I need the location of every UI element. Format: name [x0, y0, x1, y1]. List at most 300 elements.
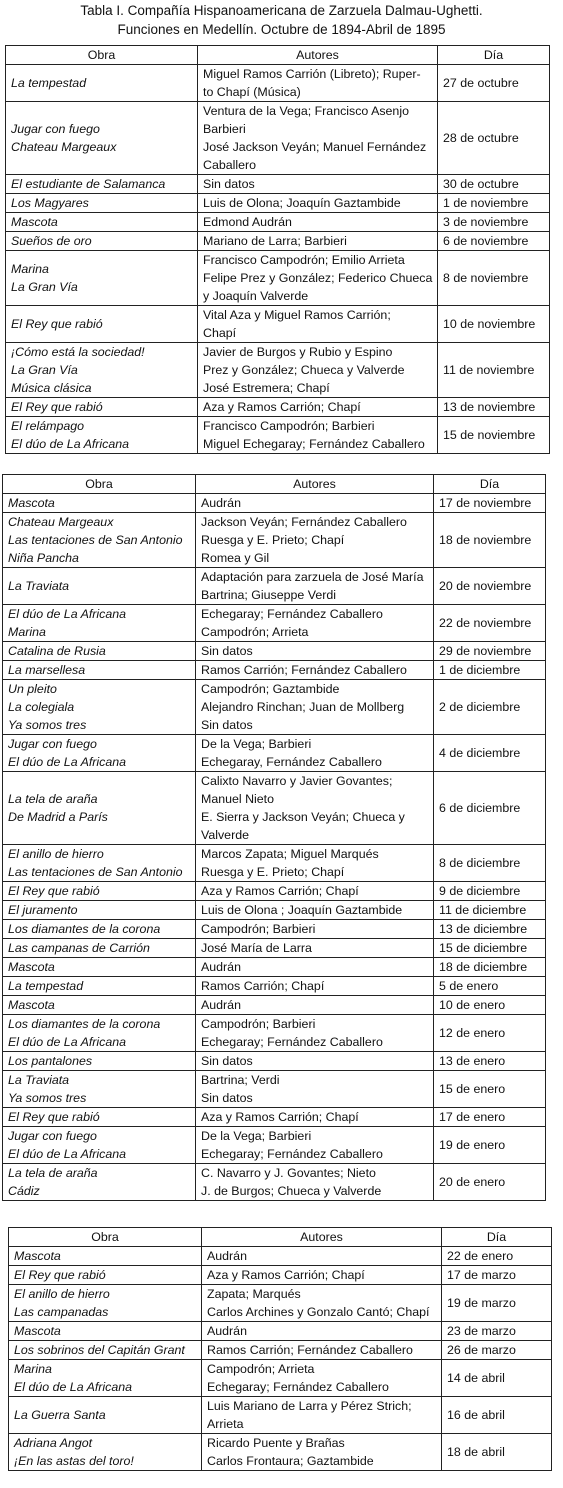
obra-title: La marsellesa: [8, 663, 86, 677]
autores-line: Campodrón; Arrieta: [207, 1362, 315, 1376]
obra-title: Marina: [11, 262, 49, 276]
cell-obra: [6, 194, 198, 213]
cell-autores: [196, 605, 434, 642]
obra-title: Mascota: [8, 496, 55, 510]
table-row: [6, 102, 550, 175]
autores-line: Audrán: [207, 1249, 247, 1263]
cell-dia: 22 de enero: [442, 1247, 552, 1266]
caption-line-1: Tabla I. Compañía Hispanoamericana de Zarzuela Dalmau-Ughetti.: [80, 3, 483, 18]
cell-autores: [196, 735, 434, 772]
table-row: [3, 568, 546, 605]
performance-table-3: [8, 1227, 552, 1471]
cell-obra: [9, 1285, 202, 1322]
autores-line: Sin datos: [201, 644, 253, 658]
autores-line: Calixto Navarro y Javier Govantes;: [201, 774, 393, 788]
table-row: [9, 1322, 552, 1341]
cell-dia: 3 de noviembre: [438, 213, 550, 232]
obra-title: Los diamantes de la corona: [8, 922, 161, 936]
obra-title: El Rey que rabió: [8, 884, 100, 898]
table-row: [6, 175, 550, 194]
autores-line: C. Navarro y J. Govantes; Nieto: [201, 1166, 376, 1180]
cell-autores: [196, 642, 434, 661]
table-row: [3, 939, 546, 958]
cell-autores: [196, 1071, 434, 1108]
cell-dia: 17 de marzo: [442, 1266, 552, 1285]
cell-dia: 26 de marzo: [442, 1341, 552, 1360]
cell-autores: [198, 232, 438, 251]
cell-obra: [3, 772, 196, 845]
obra-title: La tempestad: [11, 76, 87, 90]
cell-dia: 15 de diciembre: [434, 939, 546, 958]
cell-obra: [6, 102, 198, 175]
obra-title: La Gran Vía: [11, 280, 78, 294]
autores-line: José María de Larra: [201, 941, 312, 955]
cell-obra: [9, 1360, 202, 1397]
cell-obra: [3, 939, 196, 958]
obra-title: El Rey que rabió: [11, 317, 103, 331]
autores-line: Barbieri: [203, 122, 246, 136]
autores-line: Campodrón; Gaztambide: [201, 682, 340, 696]
cell-dia: 13 de noviembre: [438, 398, 550, 417]
table-row: [3, 882, 546, 901]
autores-line: De la Vega; Barbieri: [201, 1129, 312, 1143]
obra-title: Ya somos tres: [8, 1091, 87, 1105]
cell-obra: [3, 605, 196, 642]
obra-title: Niña Pancha: [8, 551, 79, 565]
obra-title: Los sobrinos del Capitán Grant: [14, 1343, 185, 1357]
obra-title: Las tentaciones de San Antonio: [8, 865, 183, 879]
table-row: [9, 1360, 552, 1397]
autores-line: Jackson Veyán; Fernández Caballero: [201, 515, 407, 529]
autores-line: Audrán: [201, 998, 241, 1012]
autores-line: Campodrón; Arrieta: [201, 625, 309, 639]
cell-dia: 30 de octubre: [438, 175, 550, 194]
table-caption: [0, 0, 563, 39]
header-obra: Obra: [6, 46, 198, 65]
obra-title: Catalina de Rusia: [8, 644, 106, 658]
table-row: [6, 232, 550, 251]
obra-title: Marina: [8, 625, 46, 639]
autores-line: Manuel Nieto: [201, 792, 275, 806]
cell-autores: [196, 568, 434, 605]
obra-title: El estudiante de Salamanca: [11, 177, 166, 191]
autores-line: Edmond Audrán: [203, 215, 292, 229]
autores-line: Alejandro Rinchan; Juan de Mollberg: [201, 700, 405, 714]
cell-obra: [3, 680, 196, 735]
table-row: [6, 398, 550, 417]
obra-title: ¡Cómo está la sociedad!: [11, 345, 145, 359]
autores-line: Ramos Carrión; Fernández Caballero: [201, 663, 407, 677]
cell-obra: [3, 882, 196, 901]
cell-obra: [3, 977, 196, 996]
obra-title: ¡En las astas del toro!: [14, 1454, 134, 1468]
cell-autores: [196, 996, 434, 1015]
cell-dia: 1 de noviembre: [438, 194, 550, 213]
header-autores: Autores: [202, 1228, 442, 1247]
cell-autores: [198, 102, 438, 175]
table-row: [3, 735, 546, 772]
cell-autores: [196, 1127, 434, 1164]
cell-dia: 15 de enero: [434, 1071, 546, 1108]
cell-obra: [6, 251, 198, 306]
table-row: [3, 1015, 546, 1052]
autores-line: Mariano de Larra; Barbieri: [203, 234, 347, 248]
cell-autores: [196, 680, 434, 735]
cell-autores: [196, 772, 434, 845]
header-autores: Autores: [198, 46, 438, 65]
table-row: [6, 194, 550, 213]
autores-line: Ricardo Puente y Brañas: [207, 1436, 345, 1450]
obra-title: Mascota: [14, 1249, 61, 1263]
cell-obra: [3, 996, 196, 1015]
autores-line: Francisco Campodrón; Barbieri: [203, 419, 375, 433]
autores-line: Sin datos: [203, 177, 255, 191]
cell-obra: [6, 343, 198, 398]
obra-title: Un pleito: [8, 682, 57, 696]
cell-autores: [198, 417, 438, 454]
table-row: [9, 1285, 552, 1322]
table-row: [3, 1108, 546, 1127]
cell-dia: 2 de diciembre: [434, 680, 546, 735]
autores-line: Echegaray, Fernández Caballero: [201, 755, 382, 769]
cell-obra: [6, 175, 198, 194]
cell-autores: [196, 513, 434, 568]
autores-line: Ruesga y E. Prieto; Chapí: [201, 533, 345, 547]
cell-autores: [202, 1397, 442, 1434]
header-obra: Obra: [3, 475, 196, 494]
cell-autores: [198, 343, 438, 398]
autores-line: Luis de Olona; Joaquín Gaztambide: [203, 196, 401, 210]
table-row: [3, 977, 546, 996]
autores-line: Bartrina; Verdi: [201, 1073, 280, 1087]
cell-dia: 4 de diciembre: [434, 735, 546, 772]
autores-line: Adaptación para zarzuela de José María: [201, 570, 424, 584]
cell-obra: [3, 1127, 196, 1164]
obra-title: Música clásica: [11, 381, 92, 395]
cell-autores: [202, 1322, 442, 1341]
autores-line: Ramos Carrión; Fernández Caballero: [207, 1343, 413, 1357]
autores-line: Romea y Gil: [201, 551, 270, 565]
performance-table-1: [5, 45, 550, 454]
header-autores: Autores: [196, 475, 434, 494]
autores-line: Echegaray; Fernández Caballero: [201, 1035, 383, 1049]
autores-line: Felipe Prez y González; Federico Chueca: [203, 271, 433, 285]
autores-line: Bartrina; Giuseppe Verdi: [201, 588, 336, 602]
obra-title: Chateau Margeaux: [11, 140, 117, 154]
autores-line: Caballero: [203, 158, 257, 172]
autores-line: Sin datos: [201, 718, 253, 732]
autores-line: y Joaquín Valverde: [203, 289, 309, 303]
autores-line: Ramos Carrión; Chapí: [201, 979, 325, 993]
obra-title: La Traviata: [8, 579, 70, 593]
table-row: [9, 1266, 552, 1285]
autores-line: Sin datos: [201, 1091, 253, 1105]
autores-line: Campodrón; Barbieri: [201, 922, 316, 936]
obra-title: El anillo de hierro: [14, 1287, 110, 1301]
obra-title: El Rey que rabió: [11, 400, 103, 414]
cell-autores: [196, 958, 434, 977]
autores-line: J. de Burgos; Chueca y Valverde: [201, 1184, 382, 1198]
autores-line: Luis Mariano de Larra y Pérez Strich;: [207, 1399, 412, 1413]
cell-dia: 28 de octubre: [438, 102, 550, 175]
table-row: [3, 1164, 546, 1201]
autores-line: Valverde: [201, 828, 249, 842]
autores-line: Echegaray; Fernández Caballero: [201, 1147, 383, 1161]
cell-dia: 16 de abril: [442, 1397, 552, 1434]
obra-title: Mascota: [14, 1324, 61, 1338]
cell-autores: [198, 398, 438, 417]
cell-dia: 9 de diciembre: [434, 882, 546, 901]
cell-dia: 23 de marzo: [442, 1322, 552, 1341]
obra-title: Mascota: [8, 998, 55, 1012]
obra-title: Las campanadas: [14, 1305, 109, 1319]
cell-obra: [6, 417, 198, 454]
autores-line: Audrán: [201, 496, 241, 510]
autores-line: Marcos Zapata; Miguel Marqués: [201, 847, 379, 861]
cell-obra: [6, 65, 198, 102]
obra-title: La tempestad: [8, 979, 84, 993]
obra-title: El Rey que rabió: [8, 1110, 100, 1124]
obra-title: El dúo de La Africana: [11, 437, 130, 451]
table-row: [3, 1127, 546, 1164]
cell-obra: [6, 306, 198, 343]
cell-dia: 8 de noviembre: [438, 251, 550, 306]
autores-line: Miguel Ramos Carrión (Libreto); Ruper-: [203, 67, 421, 81]
cell-dia: 10 de noviembre: [438, 306, 550, 343]
obra-title: Las campanas de Carrión: [8, 941, 150, 955]
autores-line: Miguel Echegaray; Fernández Caballero: [203, 437, 425, 451]
table-row: [3, 845, 546, 882]
cell-dia: 13 de enero: [434, 1052, 546, 1071]
table-row: [3, 1071, 546, 1108]
cell-dia: 1 de diciembre: [434, 661, 546, 680]
cell-autores: [198, 175, 438, 194]
cell-dia: 6 de diciembre: [434, 772, 546, 845]
cell-autores: [202, 1434, 442, 1471]
autores-line: Ventura de la Vega; Francisco Asenjo: [203, 104, 409, 118]
cell-dia: 17 de noviembre: [434, 494, 546, 513]
autores-line: Francisco Campodrón; Emilio Arrieta: [203, 253, 405, 267]
obra-title: Ya somos tres: [8, 718, 87, 732]
obra-title: El juramento: [8, 903, 78, 917]
cell-dia: 10 de enero: [434, 996, 546, 1015]
obra-title: De Madrid a París: [8, 810, 108, 824]
cell-dia: 18 de abril: [442, 1434, 552, 1471]
cell-obra: [3, 1052, 196, 1071]
cell-dia: 17 de enero: [434, 1108, 546, 1127]
autores-line: Zapata; Marqués: [207, 1287, 301, 1301]
autores-line: Aza y Ramos Carrión; Chapí: [207, 1268, 365, 1282]
obra-title: El dúo de La Africana: [8, 1035, 127, 1049]
cell-dia: 15 de noviembre: [438, 417, 550, 454]
obra-title: La tela de araña: [8, 1166, 98, 1180]
cell-dia: 20 de noviembre: [434, 568, 546, 605]
cell-dia: 19 de marzo: [442, 1285, 552, 1322]
table-row: [3, 996, 546, 1015]
autores-line: Luis de Olona ; Joaquín Gaztambide: [201, 903, 403, 917]
table-row: [3, 772, 546, 845]
cell-dia: 22 de noviembre: [434, 605, 546, 642]
cell-autores: [196, 977, 434, 996]
obra-title: El Rey que rabió: [14, 1268, 106, 1282]
cell-dia: 5 de enero: [434, 977, 546, 996]
cell-autores: [196, 1164, 434, 1201]
obra-title: La Gran Vía: [11, 363, 78, 377]
cell-obra: [9, 1247, 202, 1266]
cell-obra: [3, 513, 196, 568]
cell-obra: [3, 568, 196, 605]
autores-line: Sin datos: [201, 1054, 253, 1068]
autores-line: E. Sierra y Jackson Veyán; Chueca y: [201, 810, 405, 824]
table-row: [3, 605, 546, 642]
cell-obra: [9, 1434, 202, 1471]
table-row: [3, 958, 546, 977]
obra-title: Los pantalones: [8, 1054, 93, 1068]
cell-autores: [202, 1360, 442, 1397]
cell-autores: [198, 65, 438, 102]
autores-line: José Jackson Veyán; Manuel Fernández: [203, 140, 427, 154]
obra-title: El dúo de La Africana: [14, 1380, 133, 1394]
obra-title: Mascota: [8, 960, 55, 974]
cell-obra: [6, 398, 198, 417]
table-row: [6, 343, 550, 398]
cell-autores: [196, 845, 434, 882]
header-row: [9, 1228, 552, 1247]
table-row: [9, 1434, 552, 1471]
obra-title: La Guerra Santa: [14, 1408, 106, 1422]
cell-obra: [6, 213, 198, 232]
table-row: [3, 1052, 546, 1071]
autores-line: Chapí: [203, 326, 237, 340]
header-dia: Día: [438, 46, 550, 65]
header-dia: Día: [442, 1228, 552, 1247]
cell-autores: [198, 306, 438, 343]
cell-autores: [198, 213, 438, 232]
cell-autores: [196, 1015, 434, 1052]
cell-autores: [196, 901, 434, 920]
obra-title: La colegiala: [8, 700, 75, 714]
cell-autores: [196, 1052, 434, 1071]
obra-title: Sueños de oro: [11, 234, 92, 248]
cell-obra: [9, 1397, 202, 1434]
obra-title: La tela de araña: [8, 792, 98, 806]
cell-obra: [3, 1108, 196, 1127]
table-row: [6, 65, 550, 102]
autores-line: De la Vega; Barbieri: [201, 737, 312, 751]
obra-title: Mascota: [11, 215, 58, 229]
cell-obra: [9, 1322, 202, 1341]
cell-dia: 13 de diciembre: [434, 920, 546, 939]
autores-line: Arrieta: [207, 1417, 244, 1431]
autores-line: Audrán: [207, 1324, 247, 1338]
obra-title: Marina: [14, 1362, 52, 1376]
cell-dia: 8 de diciembre: [434, 845, 546, 882]
cell-dia: 29 de noviembre: [434, 642, 546, 661]
cell-autores: [196, 661, 434, 680]
header-dia: Día: [434, 475, 546, 494]
cell-autores: [196, 920, 434, 939]
cell-obra: [3, 735, 196, 772]
table-row: [6, 306, 550, 343]
autores-line: Echegaray; Fernández Caballero: [207, 1380, 389, 1394]
obra-title: La Traviata: [8, 1073, 70, 1087]
table-row: [3, 513, 546, 568]
autores-line: Aza y Ramos Carrión; Chapí: [203, 400, 361, 414]
obra-title: Los diamantes de la corona: [8, 1017, 161, 1031]
header-row: [3, 475, 546, 494]
cell-obra: [3, 1071, 196, 1108]
cell-obra: [3, 845, 196, 882]
autores-line: Aza y Ramos Carrión; Chapí: [201, 1110, 359, 1124]
table-row: [9, 1341, 552, 1360]
cell-dia: 6 de noviembre: [438, 232, 550, 251]
cell-obra: [6, 232, 198, 251]
cell-autores: [202, 1285, 442, 1322]
obra-title: Los Magyares: [11, 196, 89, 210]
cell-autores: [202, 1266, 442, 1285]
cell-autores: [196, 882, 434, 901]
obra-title: Jugar con fuego: [8, 737, 97, 751]
autores-line: Echegaray; Fernández Caballero: [201, 607, 383, 621]
cell-autores: [202, 1247, 442, 1266]
cell-autores: [196, 939, 434, 958]
cell-obra: [3, 642, 196, 661]
cell-autores: [196, 494, 434, 513]
table-row: [9, 1247, 552, 1266]
obra-title: El dúo de La Africana: [8, 1147, 127, 1161]
obra-title: El relámpago: [11, 419, 85, 433]
obra-title: Adriana Angot: [14, 1436, 93, 1450]
table-row: [3, 642, 546, 661]
cell-obra: [3, 494, 196, 513]
cell-dia: 20 de enero: [434, 1164, 546, 1201]
performance-table-2: [2, 474, 546, 1201]
cell-obra: [3, 958, 196, 977]
table-row: [3, 920, 546, 939]
cell-obra: [9, 1341, 202, 1360]
autores-line: Carlos Archines y Gonzalo Cantó; Chapí: [207, 1305, 430, 1319]
cell-obra: [3, 1015, 196, 1052]
autores-line: Aza y Ramos Carrión; Chapí: [201, 884, 359, 898]
autores-line: Campodrón; Barbieri: [201, 1017, 316, 1031]
table-row: [9, 1397, 552, 1434]
cell-obra: [9, 1266, 202, 1285]
table-row: [3, 494, 546, 513]
autores-line: José Estremera; Chapí: [203, 381, 330, 395]
cell-dia: 27 de octubre: [438, 65, 550, 102]
obra-title: Jugar con fuego: [8, 1129, 97, 1143]
cell-obra: [3, 661, 196, 680]
obra-title: El dúo de La Africana: [8, 607, 127, 621]
cell-dia: 19 de enero: [434, 1127, 546, 1164]
obra-title: Las tentaciones de San Antonio: [8, 533, 183, 547]
obra-title: El anillo de hierro: [8, 847, 104, 861]
autores-line: to Chapí (Música): [203, 85, 301, 99]
cell-dia: 11 de noviembre: [438, 343, 550, 398]
table-row: [3, 680, 546, 735]
table-row: [6, 417, 550, 454]
autores-line: Vital Aza y Miguel Ramos Carrión;: [203, 308, 391, 322]
table-row: [3, 901, 546, 920]
autores-line: Audrán: [201, 960, 241, 974]
cell-obra: [3, 1164, 196, 1201]
autores-line: Ruesga y E. Prieto; Chapí: [201, 865, 345, 879]
cell-autores: [202, 1341, 442, 1360]
cell-autores: [198, 194, 438, 213]
obra-title: Jugar con fuego: [11, 122, 100, 136]
cell-dia: 18 de noviembre: [434, 513, 546, 568]
table-row: [6, 251, 550, 306]
